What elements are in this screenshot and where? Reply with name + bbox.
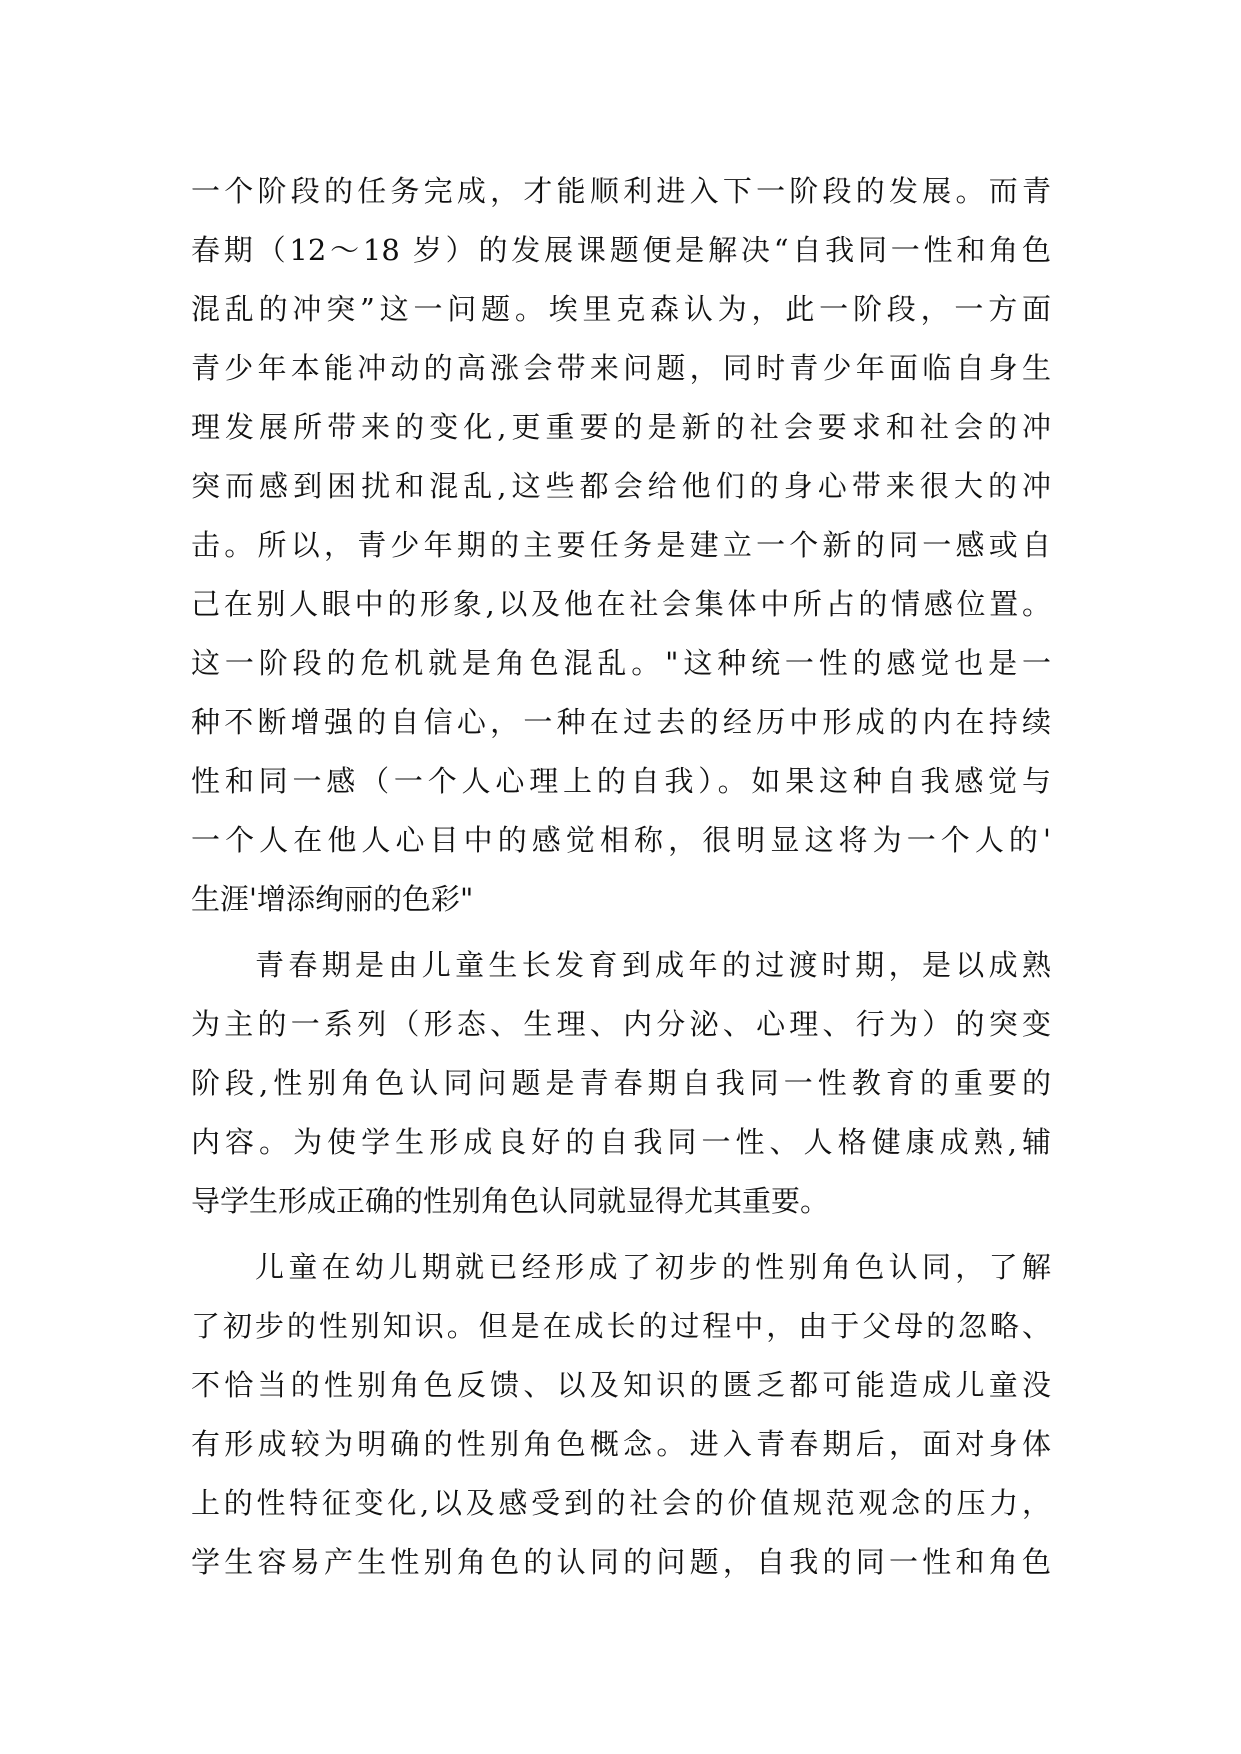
- text-line: 性和同一感（一个人心理上的自我）。如果这种自我感觉与: [191, 764, 1051, 798]
- text-line: 儿童在幼儿期就已经形成了初步的性别角色认同，了解: [255, 1250, 1051, 1284]
- text-line: 了初步的性别知识。但是在成长的过程中，由于父母的忽略、: [191, 1309, 1051, 1343]
- text-line: 导学生形成正确的性别角色认同就显得尤其重要。: [191, 1184, 830, 1218]
- text-line: 突而感到困扰和混乱,这些都会给他们的身心带来很大的冲: [191, 469, 1051, 503]
- paragraph-3: [191, 1238, 1051, 1592]
- document-body: [191, 162, 1051, 1592]
- text-line: 有形成较为明确的性别角色概念。进入青春期后，面对身体: [191, 1427, 1051, 1461]
- text-line: 内容。为使学生形成良好的自我同一性、人格健康成熟,辅: [191, 1125, 1051, 1159]
- text-line: 生涯'增添绚丽的色彩": [191, 882, 474, 916]
- text-line: 一个阶段的任务完成，才能顺利进入下一阶段的发展。而青: [191, 174, 1051, 208]
- text-line: 种不断增强的自信心，一种在过去的经历中形成的内在持续: [191, 705, 1051, 739]
- paragraph-gap: [191, 1231, 1051, 1238]
- text-line: 青春期是由儿童生长发育到成年的过渡时期，是以成熟: [255, 948, 1051, 982]
- paragraph-gap: [191, 929, 1051, 936]
- text-line: 不恰当的性别角色反馈、以及知识的匮乏都可能造成儿童没: [191, 1368, 1051, 1402]
- text-line: 为主的一系列（形态、生理、内分泌、心理、行为）的突变: [191, 1007, 1051, 1041]
- text-line: 春期（12～18 岁）的发展课题便是解决“自我同一性和角色: [191, 233, 1051, 267]
- text-line: 阶段,性别角色认同问题是青春期自我同一性教育的重要的: [191, 1066, 1051, 1100]
- text-line: 青少年本能冲动的高涨会带来问题，同时青少年面临自身生: [191, 351, 1051, 385]
- text-line: 一个人在他人心目中的感觉相称，很明显这将为一个人的': [191, 823, 1051, 857]
- paragraph-2: [191, 936, 1051, 1231]
- text-line: 学生容易产生性别角色的认同的问题，自我的同一性和角色: [191, 1545, 1051, 1579]
- text-line: 混乱的冲突”这一问题。埃里克森认为，此一阶段，一方面: [191, 292, 1051, 326]
- text-line: 上的性特征变化,以及感受到的社会的价值规范观念的压力，: [191, 1486, 1051, 1520]
- text-line: 理发展所带来的变化,更重要的是新的社会要求和社会的冲: [191, 410, 1051, 444]
- text-line: 击。所以，青少年期的主要任务是建立一个新的同一感或自: [191, 528, 1051, 562]
- paragraph-1: [191, 162, 1051, 929]
- text-line: 己在别人眼中的形象,以及他在社会集体中所占的情感位置。: [191, 587, 1051, 621]
- text-line: 这一阶段的危机就是角色混乱。"这种统一性的感觉也是一: [191, 646, 1051, 680]
